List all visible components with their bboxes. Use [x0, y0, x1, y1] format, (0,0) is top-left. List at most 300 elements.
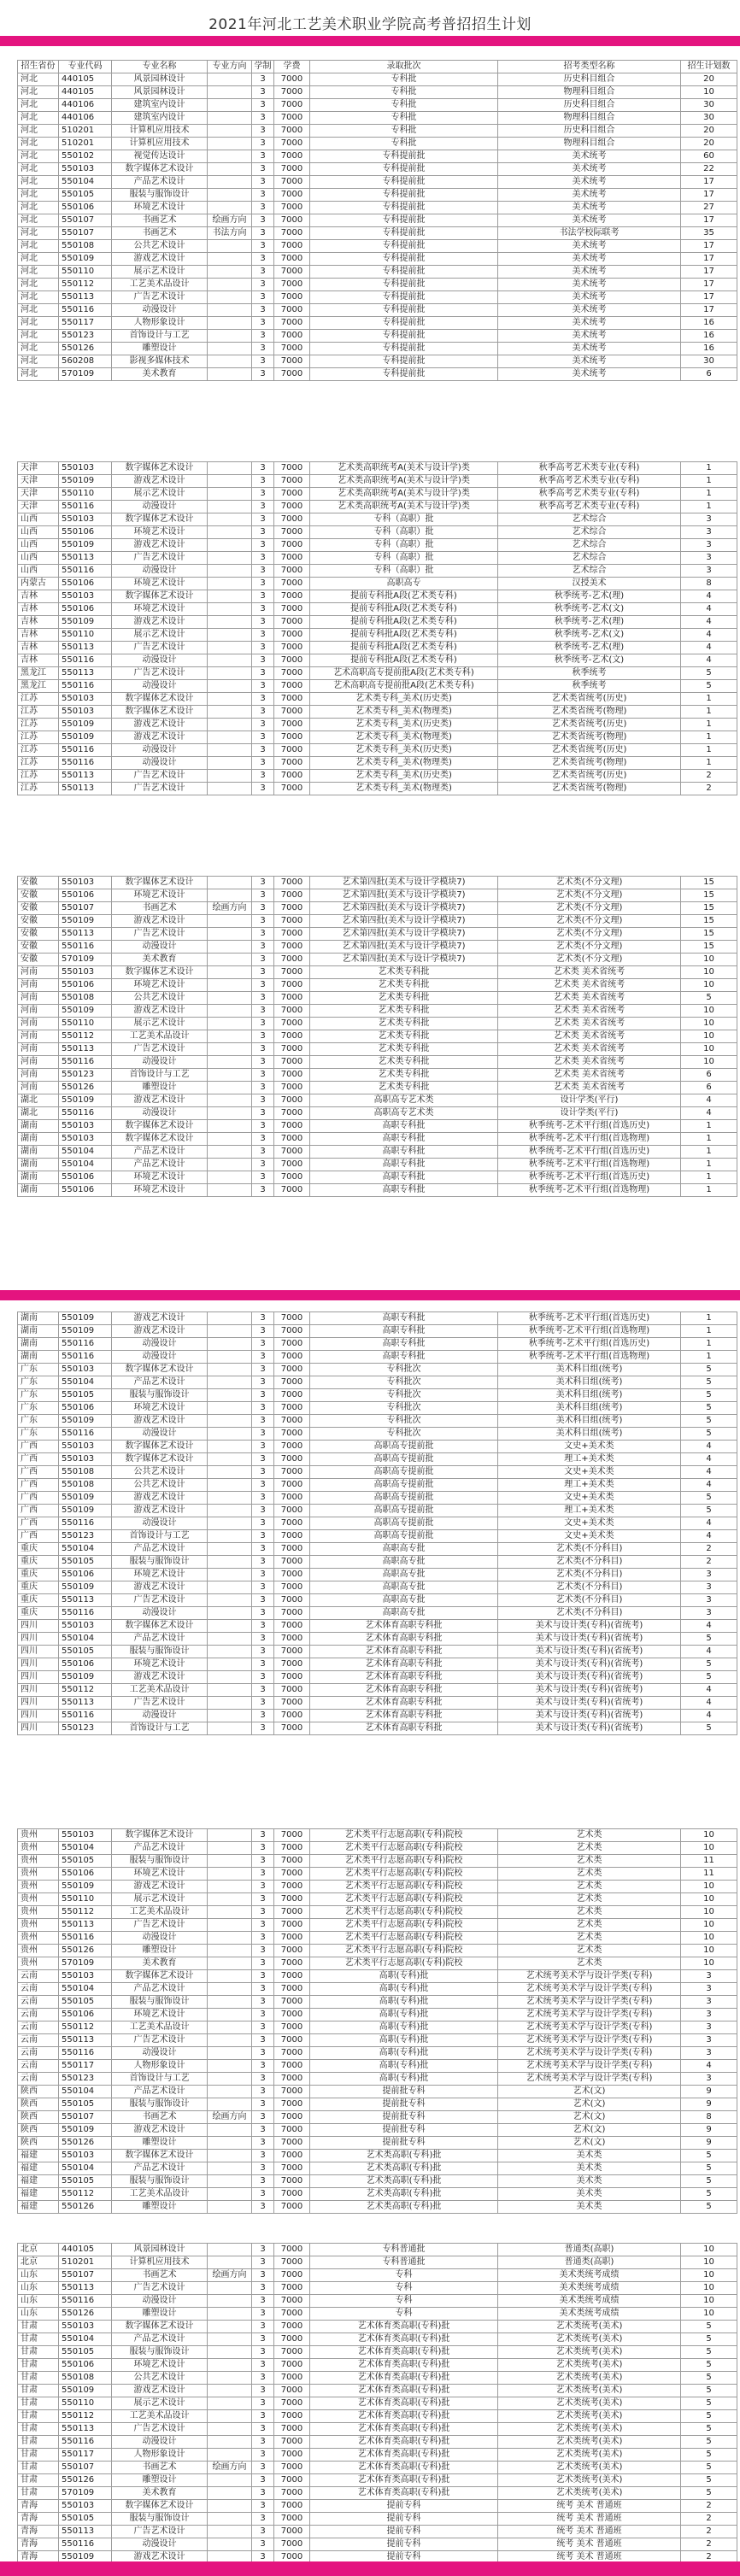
batch-cell: 高职高专批: [310, 1581, 498, 1594]
table-row: [18, 2423, 737, 2436]
batch-cell: 专科批: [310, 86, 498, 99]
tuition-cell: 7000: [274, 1325, 310, 1338]
major-code-cell: 550113: [59, 1594, 112, 1607]
batch-cell: 专科批: [310, 99, 498, 112]
tuition-cell: 7000: [274, 1932, 310, 1945]
exam-type-cell: 美术统考: [498, 176, 681, 189]
major-code-cell: 440105: [59, 86, 112, 99]
direction-cell: [208, 1906, 252, 1919]
tuition-cell: 7000: [274, 2513, 310, 2526]
exam-type-cell: 秋季统考-艺术平行组(首选物理): [498, 1351, 681, 1364]
batch-cell: 专科提前批: [310, 240, 498, 253]
direction-cell: [208, 1646, 252, 1658]
table-row: [18, 73, 737, 86]
province-cell: 湖南: [18, 1120, 59, 1133]
batch-cell: 专科（高职）批: [310, 539, 498, 552]
batch-cell: 艺术第四批(美术与设计学模块7): [310, 877, 498, 889]
tuition-cell: 7000: [274, 1120, 310, 1133]
major-code-cell: 510201: [59, 138, 112, 150]
years-cell: 3: [252, 2526, 274, 2538]
direction-cell: [208, 526, 252, 539]
batch-cell: 艺术类专科批: [310, 1082, 498, 1094]
major-code-cell: 550109: [59, 1492, 112, 1505]
batch-cell: 高职高专艺术类: [310, 1107, 498, 1120]
exam-type-cell: 艺术类 美术省统考: [498, 1030, 681, 1043]
tuition-cell: 7000: [274, 1146, 310, 1159]
batch-cell: 艺术类平行志愿高职(专科)院校: [310, 1855, 498, 1868]
exam-type-cell: 秋季统考-艺术(文): [498, 603, 681, 616]
tuition-cell: 7000: [274, 2462, 310, 2474]
major-code-cell: 550106: [59, 603, 112, 616]
direction-cell: [208, 1402, 252, 1415]
major-name-cell: 建筑室内设计: [112, 112, 208, 125]
plan-count-cell: 5: [681, 1505, 737, 1517]
major-name-cell: 服装与服饰设计: [112, 1646, 208, 1658]
tuition-cell: 7000: [274, 2047, 310, 2060]
exam-type-cell: 美术统考: [498, 355, 681, 368]
major-name-cell: 书画艺术: [112, 2269, 208, 2282]
plan-count-cell: 5: [681, 2188, 737, 2201]
tuition-cell: 7000: [274, 2500, 310, 2513]
direction-cell: [208, 1325, 252, 1338]
province-cell: 山东: [18, 2282, 59, 2295]
table-row: [18, 2009, 737, 2021]
major-name-cell: 数字媒体艺术设计: [112, 163, 208, 176]
exam-type-cell: 美术类: [498, 2188, 681, 2201]
tuition-cell: 7000: [274, 2098, 310, 2111]
plan-count-cell: 10: [681, 954, 737, 966]
batch-cell: 提前专科批A段(艺术类专科): [310, 603, 498, 616]
major-code-cell: 550110: [59, 1893, 112, 1906]
direction-cell: [208, 2124, 252, 2137]
major-code-cell: 550126: [59, 2201, 112, 2214]
plan-count-cell: 4: [681, 1684, 737, 1697]
tuition-cell: 7000: [274, 2256, 310, 2269]
header-exam-type: 招考类型名称: [498, 61, 681, 73]
table-row: [18, 667, 737, 680]
province-cell: 河北: [18, 73, 59, 86]
plan-count-cell: 4: [681, 1466, 737, 1479]
plan-count-cell: 1: [681, 1171, 737, 1184]
major-name-cell: 人物形象设计: [112, 2060, 208, 2073]
years-cell: 3: [252, 1945, 274, 1957]
province-cell: 重庆: [18, 1543, 59, 1556]
table-row: [18, 1633, 737, 1646]
tuition-cell: 7000: [274, 2009, 310, 2021]
plan-count-cell: 4: [681, 1453, 737, 1466]
table-row: [18, 1932, 737, 1945]
major-name-cell: 动漫设计: [112, 2436, 208, 2449]
table-row: [18, 731, 737, 744]
province-cell: 江苏: [18, 757, 59, 770]
plan-count-cell: 5: [681, 1415, 737, 1428]
table-row: [18, 86, 737, 99]
province-cell: 广东: [18, 1415, 59, 1428]
plan-count-cell: 4: [681, 616, 737, 629]
direction-cell: [208, 462, 252, 475]
tuition-cell: 7000: [274, 86, 310, 99]
table-row: [18, 2487, 737, 2500]
province-cell: 江苏: [18, 731, 59, 744]
direction-cell: [208, 992, 252, 1005]
direction-cell: [208, 1620, 252, 1633]
tuition-cell: 7000: [274, 1945, 310, 1957]
direction-cell: [208, 2333, 252, 2346]
major-name-cell: 环境艺术设计: [112, 1658, 208, 1671]
exam-type-cell: 秋季统考-艺术平行组(首选物理): [498, 1184, 681, 1197]
years-cell: 3: [252, 1184, 274, 1197]
batch-cell: 艺术类平行志愿高职(专科)院校: [310, 1919, 498, 1932]
exam-type-cell: 美术统考: [498, 240, 681, 253]
table-row: [18, 706, 737, 719]
province-cell: 江苏: [18, 783, 59, 795]
province-cell: 湖南: [18, 1146, 59, 1159]
years-cell: 3: [252, 1543, 274, 1556]
major-code-cell: 550103: [59, 1620, 112, 1633]
batch-cell: 高职(专科)批: [310, 2073, 498, 2086]
tuition-cell: 7000: [274, 1919, 310, 1932]
years-cell: 3: [252, 1453, 274, 1466]
direction-cell: [208, 1710, 252, 1722]
tuition-cell: 7000: [274, 667, 310, 680]
province-cell: 安徽: [18, 928, 59, 941]
tuition-cell: 7000: [274, 1453, 310, 1466]
direction-cell: [208, 2086, 252, 2098]
tuition-cell: 7000: [274, 1441, 310, 1453]
province-cell: 四川: [18, 1671, 59, 1684]
batch-cell: 高职专科批: [310, 1184, 498, 1197]
table-row: [18, 783, 737, 795]
province-cell: 四川: [18, 1722, 59, 1735]
major-code-cell: 550107: [59, 2269, 112, 2282]
table-row: [18, 488, 737, 501]
years-cell: 3: [252, 1415, 274, 1428]
table-row: [18, 2150, 737, 2162]
table-row: [18, 99, 737, 112]
exam-type-cell: 艺术类(不分科目): [498, 1607, 681, 1620]
years-cell: 3: [252, 1906, 274, 1919]
major-name-cell: 建筑室内设计: [112, 99, 208, 112]
tuition-cell: 7000: [274, 565, 310, 578]
major-name-cell: 服装与服饰设计: [112, 2346, 208, 2359]
exam-type-cell: 物理科目组合: [498, 138, 681, 150]
major-name-cell: 产品艺术设计: [112, 1633, 208, 1646]
province-cell: 吉林: [18, 590, 59, 603]
batch-cell: 专科: [310, 2308, 498, 2321]
header-years: 学制: [252, 61, 274, 73]
years-cell: 3: [252, 1517, 274, 1530]
batch-cell: 艺术体育高职专科批: [310, 1646, 498, 1658]
major-code-cell: 550117: [59, 317, 112, 330]
table-row: [18, 1479, 737, 1492]
batch-cell: 高职(专科)批: [310, 2021, 498, 2034]
years-cell: 3: [252, 1005, 274, 1018]
tuition-cell: 7000: [274, 2538, 310, 2551]
direction-cell: [208, 1881, 252, 1893]
exam-type-cell: 艺术类(不分文理): [498, 902, 681, 915]
province-cell: 湖南: [18, 1159, 59, 1171]
batch-cell: 艺术类高职统考A(美术与设计学)类: [310, 475, 498, 488]
plan-count-cell: 9: [681, 2137, 737, 2150]
years-cell: 3: [252, 2021, 274, 2034]
major-name-cell: 产品艺术设计: [112, 1983, 208, 1996]
table-row: [18, 2410, 737, 2423]
plan-count-cell: 17: [681, 189, 737, 202]
plan-count-cell: 4: [681, 654, 737, 667]
batch-cell: 艺术类平行志愿高职(专科)院校: [310, 1945, 498, 1957]
table-row: [18, 1325, 737, 1338]
major-name-cell: 游戏艺术设计: [112, 1094, 208, 1107]
major-name-cell: 环境艺术设计: [112, 1171, 208, 1184]
direction-cell: [208, 2295, 252, 2308]
batch-cell: 提前批专科: [310, 2086, 498, 2098]
years-cell: 3: [252, 2086, 274, 2098]
province-cell: 山东: [18, 2295, 59, 2308]
direction-cell: [208, 1376, 252, 1389]
exam-type-cell: 艺术类: [498, 1957, 681, 1970]
major-code-cell: 550113: [59, 783, 112, 795]
batch-cell: 专科批: [310, 125, 498, 138]
header-major-name: 专业名称: [112, 61, 208, 73]
batch-cell: 艺术体育类高职(专科)批: [310, 2462, 498, 2474]
batch-cell: 专科批次: [310, 1402, 498, 1415]
years-cell: 3: [252, 1107, 274, 1120]
batch-cell: 高职专科批: [310, 1120, 498, 1133]
years-cell: 3: [252, 1581, 274, 1594]
tuition-cell: 7000: [274, 240, 310, 253]
table-row: [18, 266, 737, 279]
tuition-cell: 7000: [274, 2060, 310, 2073]
direction-cell: [208, 279, 252, 291]
table-row: [18, 1389, 737, 1402]
exam-type-cell: 艺术类 美术省统考: [498, 992, 681, 1005]
plan-count-cell: 3: [681, 2021, 737, 2034]
major-code-cell: 550126: [59, 2137, 112, 2150]
batch-cell: 艺术类专科_美术(历史类): [310, 770, 498, 783]
plan-count-cell: 10: [681, 1043, 737, 1056]
tuition-cell: 7000: [274, 1543, 310, 1556]
tuition-cell: 7000: [274, 1868, 310, 1881]
tuition-cell: 7000: [274, 1479, 310, 1492]
years-cell: 3: [252, 202, 274, 214]
tuition-cell: 7000: [274, 1466, 310, 1479]
province-cell: 甘肃: [18, 2474, 59, 2487]
major-code-cell: 550109: [59, 1581, 112, 1594]
direction-cell: [208, 2098, 252, 2111]
exam-type-cell: 秋季统考-艺术(文): [498, 629, 681, 642]
province-cell: 贵州: [18, 1945, 59, 1957]
major-name-cell: 雕塑设计: [112, 2308, 208, 2321]
table-row: [18, 1466, 737, 1479]
major-name-cell: 环境艺术设计: [112, 1402, 208, 1415]
major-name-cell: 游戏艺术设计: [112, 719, 208, 731]
major-name-cell: 环境艺术设计: [112, 603, 208, 616]
direction-cell: [208, 2244, 252, 2256]
province-cell: 吉林: [18, 603, 59, 616]
province-cell: 河北: [18, 214, 59, 227]
province-cell: 重庆: [18, 1581, 59, 1594]
batch-cell: 艺术体育类高职(专科)批: [310, 2423, 498, 2436]
tuition-cell: 7000: [274, 150, 310, 163]
exam-type-cell: 美术类: [498, 2175, 681, 2188]
direction-cell: [208, 744, 252, 757]
table-row: [18, 1453, 737, 1466]
major-code-cell: 550106: [59, 889, 112, 902]
direction-cell: [208, 1107, 252, 1120]
exam-type-cell: 艺术统考美术学与设计学类(专科): [498, 1983, 681, 1996]
province-cell: 江苏: [18, 719, 59, 731]
plan-count-cell: 4: [681, 1479, 737, 1492]
plan-count-cell: 60: [681, 150, 737, 163]
exam-type-cell: 艺术(文): [498, 2098, 681, 2111]
exam-type-cell: 秋季统考-艺术平行组(首选历史): [498, 1312, 681, 1325]
table-row: [18, 1722, 737, 1735]
years-cell: 3: [252, 317, 274, 330]
major-name-cell: 计算机应用技术: [112, 125, 208, 138]
province-cell: 江苏: [18, 693, 59, 706]
major-code-cell: 550108: [59, 240, 112, 253]
major-name-cell: 风景园林设计: [112, 86, 208, 99]
major-code-cell: 550109: [59, 2385, 112, 2397]
direction-cell: [208, 2436, 252, 2449]
major-name-cell: 广告艺术设计: [112, 1043, 208, 1056]
major-code-cell: 510201: [59, 125, 112, 138]
direction-cell: [208, 966, 252, 979]
years-cell: 3: [252, 590, 274, 603]
major-name-cell: 动漫设计: [112, 1107, 208, 1120]
province-cell: 广西: [18, 1466, 59, 1479]
major-name-cell: 数字媒体艺术设计: [112, 706, 208, 719]
major-name-cell: 书画艺术: [112, 214, 208, 227]
table-row: [18, 902, 737, 915]
major-name-cell: 工艺美术品设计: [112, 2410, 208, 2423]
batch-cell: 艺术体育高职专科批: [310, 1620, 498, 1633]
plan-table-section-5: [17, 1828, 737, 2214]
province-cell: 江苏: [18, 706, 59, 719]
table-row: [18, 642, 737, 654]
direction-cell: [208, 343, 252, 355]
years-cell: 3: [252, 1633, 274, 1646]
plan-count-cell: 3: [681, 526, 737, 539]
major-name-cell: 游戏艺术设计: [112, 2551, 208, 2564]
major-code-cell: 550103: [59, 706, 112, 719]
direction-cell: 绘画方向: [208, 214, 252, 227]
tuition-cell: 7000: [274, 526, 310, 539]
batch-cell: 艺术体育类高职(专科)批: [310, 2359, 498, 2372]
table-row: [18, 1594, 737, 1607]
direction-cell: [208, 1581, 252, 1594]
exam-type-cell: 艺术类(不分科目): [498, 1581, 681, 1594]
major-name-cell: 广告艺术设计: [112, 2282, 208, 2295]
province-cell: 湖南: [18, 1133, 59, 1146]
batch-cell: 艺术体育类高职(专科)批: [310, 2346, 498, 2359]
major-name-cell: 数字媒体艺术设计: [112, 1441, 208, 1453]
table-row: [18, 1658, 737, 1671]
years-cell: 3: [252, 176, 274, 189]
exam-type-cell: 艺术类统考(美术): [498, 2321, 681, 2333]
table-header-row: [18, 61, 737, 73]
plan-count-cell: 10: [681, 1842, 737, 1855]
major-name-cell: 服装与服饰设计: [112, 1556, 208, 1569]
major-name-cell: 动漫设计: [112, 501, 208, 513]
table-row: [18, 1171, 737, 1184]
major-name-cell: 人物形象设计: [112, 317, 208, 330]
batch-cell: 艺术第四批(美术与设计学模块7): [310, 889, 498, 902]
major-code-cell: 550103: [59, 2321, 112, 2333]
tuition-cell: 7000: [274, 1402, 310, 1415]
batch-cell: 高职(专科)批: [310, 1970, 498, 1983]
exam-type-cell: 艺术类 美术省统考: [498, 1056, 681, 1069]
major-name-cell: 动漫设计: [112, 2047, 208, 2060]
province-cell: 湖南: [18, 1171, 59, 1184]
plan-count-cell: 10: [681, 1906, 737, 1919]
direction-cell: [208, 112, 252, 125]
tuition-cell: 7000: [274, 1983, 310, 1996]
direction-cell: [208, 1697, 252, 1710]
tuition-cell: 7000: [274, 757, 310, 770]
plan-count-cell: 5: [681, 667, 737, 680]
years-cell: 3: [252, 1556, 274, 1569]
major-code-cell: 550106: [59, 202, 112, 214]
exam-type-cell: 艺术统考美术学与设计学类(专科): [498, 1970, 681, 1983]
table-row: [18, 1893, 737, 1906]
tuition-cell: 7000: [274, 214, 310, 227]
table-row: [18, 2359, 737, 2372]
major-name-cell: 动漫设计: [112, 744, 208, 757]
major-code-cell: 570109: [59, 368, 112, 381]
batch-cell: 高职专科批: [310, 1325, 498, 1338]
plan-count-cell: 1: [681, 488, 737, 501]
batch-cell: 高职高专批: [310, 1543, 498, 1556]
batch-cell: 艺术体育类高职(专科)批: [310, 2372, 498, 2385]
batch-cell: 艺术类专科_美术(物理类): [310, 706, 498, 719]
exam-type-cell: 艺术类: [498, 1945, 681, 1957]
major-name-cell: 产品艺术设计: [112, 2333, 208, 2346]
batch-cell: 提前批专科: [310, 2137, 498, 2150]
major-code-cell: 550112: [59, 279, 112, 291]
tuition-cell: 7000: [274, 2359, 310, 2372]
plan-count-cell: 2: [681, 770, 737, 783]
major-name-cell: 美术教育: [112, 954, 208, 966]
years-cell: 3: [252, 2500, 274, 2513]
years-cell: 3: [252, 744, 274, 757]
province-cell: 河北: [18, 99, 59, 112]
exam-type-cell: 美术与设计类(专科)(省统考): [498, 1697, 681, 1710]
major-name-cell: 首饰设计与工艺: [112, 2073, 208, 2086]
table-row: [18, 1530, 737, 1543]
years-cell: 3: [252, 1312, 274, 1325]
table-row: [18, 1056, 737, 1069]
exam-type-cell: 艺术类(不分文理): [498, 941, 681, 954]
plan-count-cell: 5: [681, 1389, 737, 1402]
province-cell: 福建: [18, 2175, 59, 2188]
province-cell: 天津: [18, 475, 59, 488]
plan-count-cell: 35: [681, 227, 737, 240]
tuition-cell: 7000: [274, 1697, 310, 1710]
table-row: [18, 770, 737, 783]
province-cell: 湖南: [18, 1351, 59, 1364]
exam-type-cell: 秋季统考-艺术(理): [498, 616, 681, 629]
plan-count-cell: 22: [681, 163, 737, 176]
exam-type-cell: 美术统考: [498, 253, 681, 266]
major-name-cell: 动漫设计: [112, 1351, 208, 1364]
province-cell: 安徽: [18, 941, 59, 954]
plan-count-cell: 16: [681, 317, 737, 330]
batch-cell: 艺术第四批(美术与设计学模块7): [310, 928, 498, 941]
exam-type-cell: 美术与设计类(专科)(省统考): [498, 1620, 681, 1633]
plan-count-cell: 17: [681, 304, 737, 317]
province-cell: 重庆: [18, 1607, 59, 1620]
